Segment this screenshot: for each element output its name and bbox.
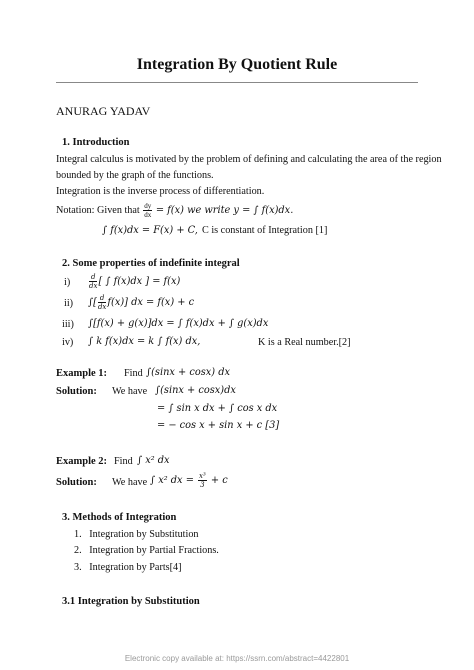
example-1-find: Find [124, 368, 143, 379]
example-2-find: Find [114, 456, 133, 467]
property-label-i: i) [64, 277, 71, 288]
ssrn-footer: Electronic copy available at: https://ssrn.com/abstract=4422801 [124, 654, 350, 663]
constant-note: C is constant of Integration [1] [202, 225, 328, 236]
section-heading-substitution: 3.1 Integration by Substitution [62, 596, 200, 607]
d-dx-fraction: $\frac{d}{dx}$ [97, 294, 107, 311]
notation-line [56, 202, 293, 219]
property-expr-iv: ∫ k f(x)dx = k ∫ f(x) dx, [88, 336, 201, 347]
dy-dx-fraction: $\frac{dy}{dx}$ [144, 202, 152, 219]
section-heading-methods: 3. Methods of Integration [62, 512, 177, 523]
antiderivative-formula: ∫ f(x)dx = F(x) + C, [102, 225, 198, 236]
solution-1-step-2: = ∫ sin x dx + ∫ cos x dx [157, 403, 278, 414]
solution-2-expression: ∫ x² dx = $\frac{\text{x³}}{3}$ + c [150, 472, 228, 489]
solution-1-we-have: We have [112, 386, 148, 397]
d-dx-fraction: $\frac{d}{dx}$ [89, 273, 98, 290]
method-item-3: 3. Integration by Parts[4] [74, 562, 182, 573]
title-rule [56, 82, 418, 83]
property-label-ii: ii) [64, 298, 74, 309]
property-expr-i: $\frac{d}{dx}$ [ ∫ f(x)dx ] = f(x) [89, 273, 181, 290]
example-2-label: Example 2: [56, 456, 108, 467]
intro-line-1: Integral calculus is motivated by the problem of defining and calculating the area of the region [56, 154, 442, 165]
solution-2-label: Solution: [56, 477, 97, 488]
solution-1-label: Solution: [56, 386, 97, 397]
intro-line-3: Integration is the inverse process of differentiation. [56, 186, 265, 197]
property-expr-ii: ∫[ $\frac{d}{dx}$ f(x)] dx = f(x) + c [88, 294, 195, 311]
section-heading-introduction: 1. Introduction [62, 137, 130, 148]
intro-line-2: bounded by the graph of the functions. [56, 170, 214, 181]
paper-title: Integration By Quotient Rule [136, 56, 338, 73]
example-1-label: Example 1: [56, 368, 108, 379]
notation-expression: = f(x) we write y = ∫ f(x)dx. [155, 204, 294, 216]
example-1-expression: ∫(sinx + cosx) dx [146, 367, 231, 378]
x-cubed-over-3-fraction: $\frac{\text{x³}}{3}$ [199, 472, 206, 489]
solution-1-step-3: = − cos x + sin x + c [3] [157, 420, 280, 431]
method-item-1: 1. Integration by Substitution [74, 529, 199, 540]
solution-1-step-1: ∫(sinx + cosx)dx [155, 385, 236, 396]
property-label-iii: iii) [62, 319, 74, 330]
solution-2-we-have: We have [112, 477, 148, 488]
property-label-iv: iv) [62, 337, 74, 348]
property-expr-iii: ∫[f(x) + g(x)]dx = ∫ f(x)dx + ∫ g(x)dx [88, 318, 269, 329]
author-name: ANURAG YADAV [56, 104, 151, 118]
notation-prefix: Notation: Given that [56, 204, 140, 216]
method-item-2: 2. Integration by Partial Fractions. [74, 545, 219, 556]
property-note-iv: K is a Real number.[2] [258, 337, 351, 348]
section-heading-properties: 2. Some properties of indefinite integral [62, 258, 240, 269]
example-2-expression: ∫ x² dx [137, 455, 170, 466]
